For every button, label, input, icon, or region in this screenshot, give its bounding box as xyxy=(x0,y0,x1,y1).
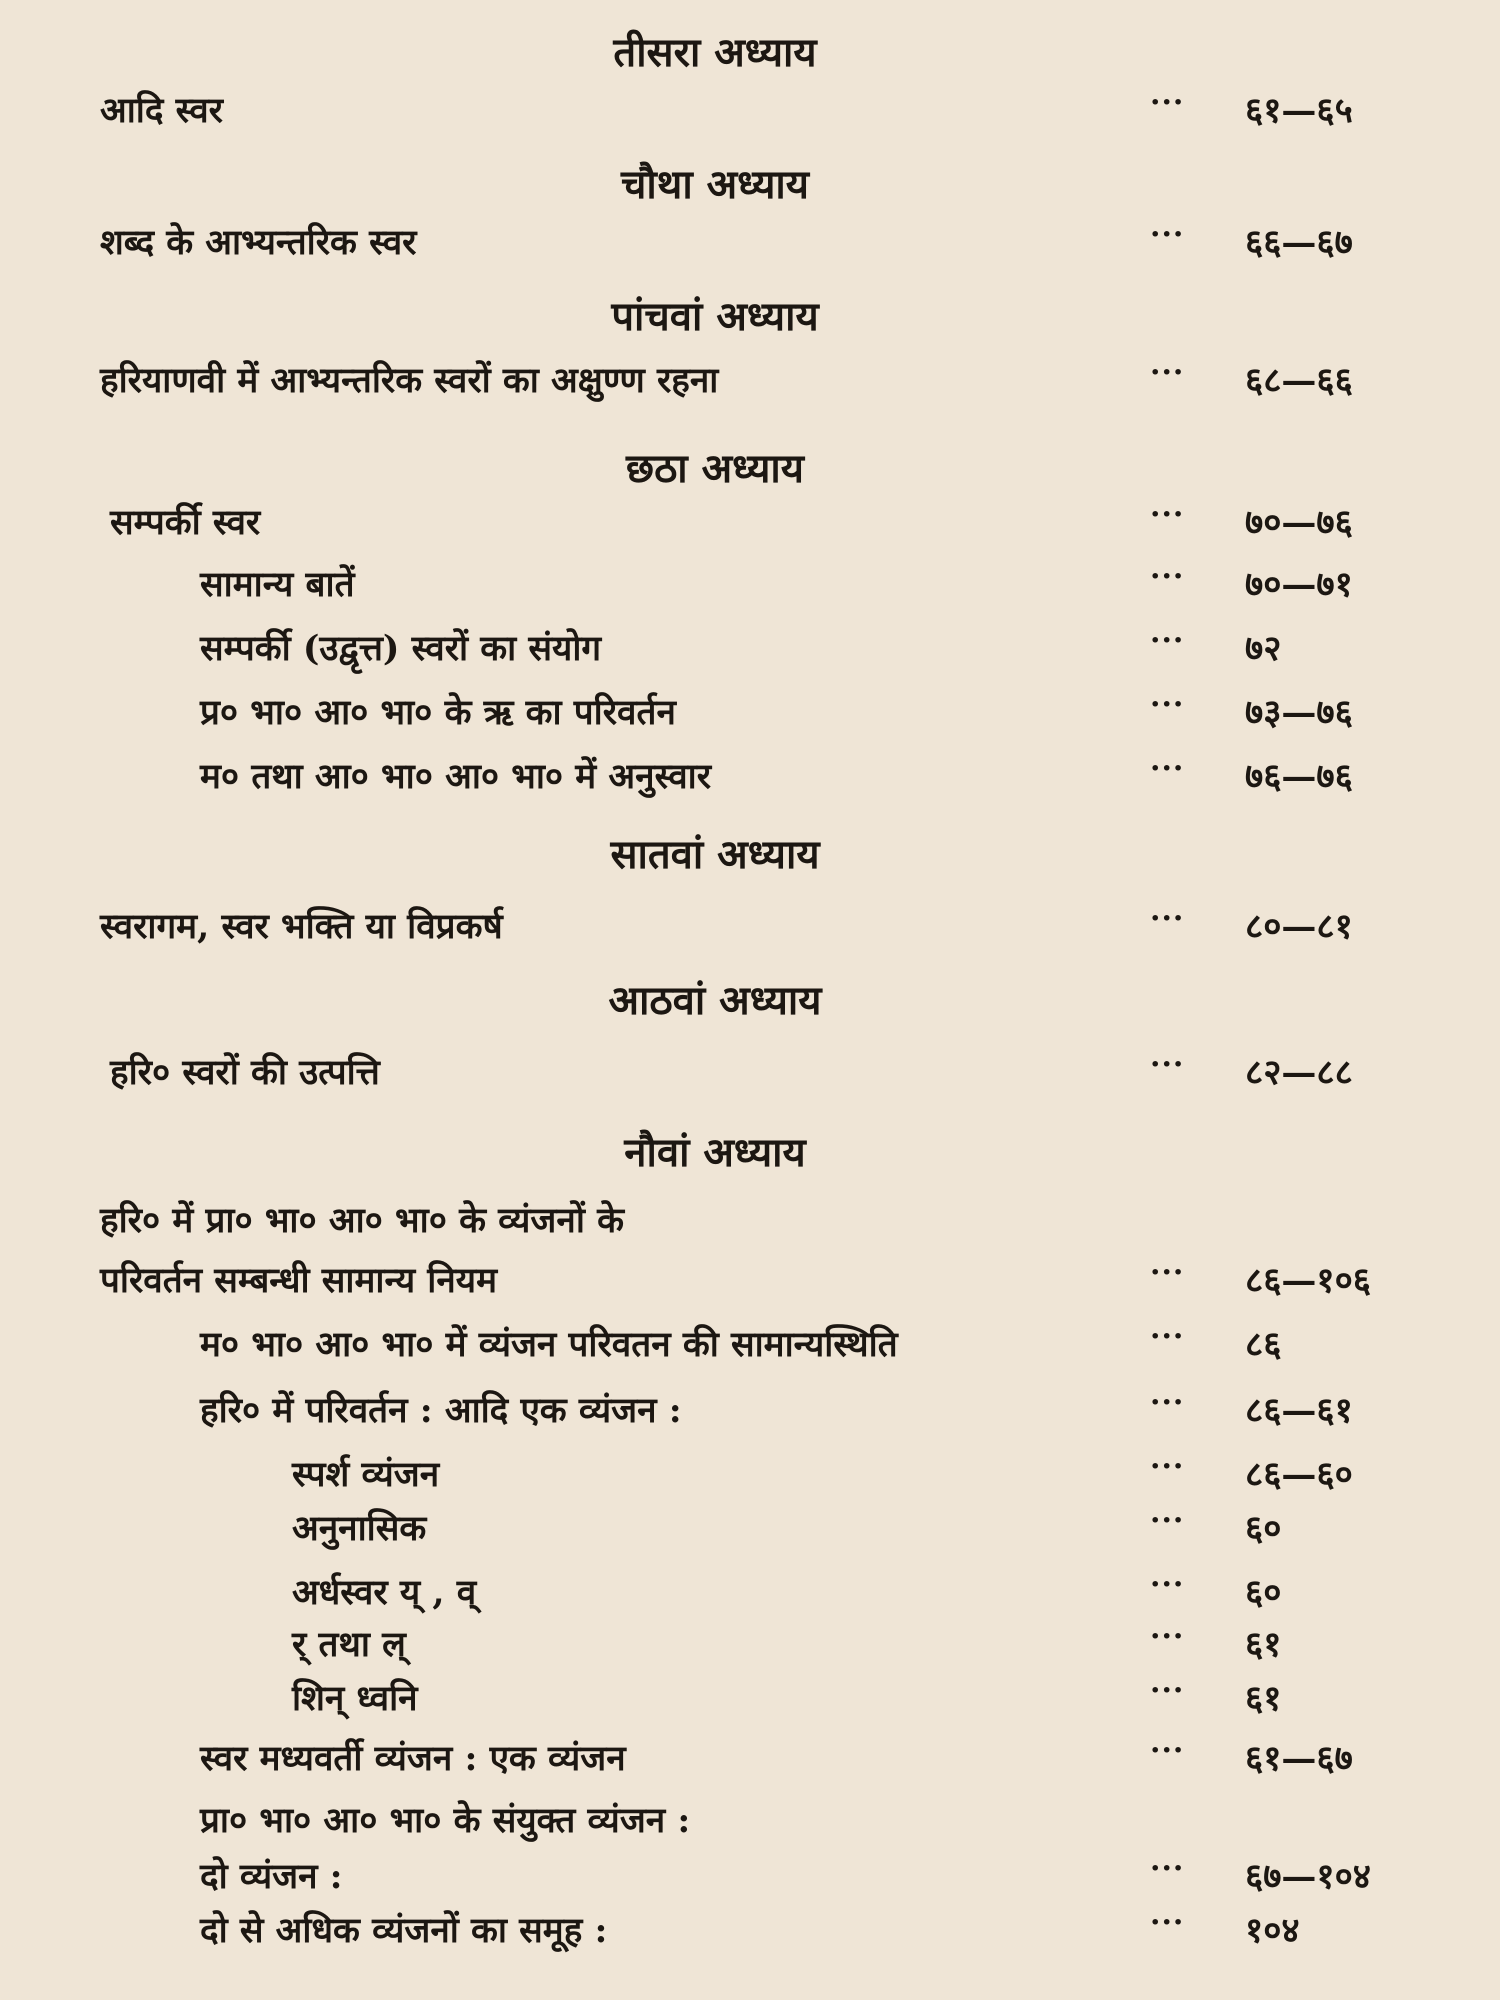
entry-title: परिवर्तन सम्बन्धी सामान्य नियम xyxy=(100,1260,498,1301)
page-range: ७३—७६ xyxy=(1245,692,1353,733)
toc-entry xyxy=(0,1674,1500,1724)
entry-title: प्र० भा० आ० भा० के ऋ का परिवर्तन xyxy=(200,692,676,733)
page-range: ६१—६५ xyxy=(1245,90,1353,131)
leader-dots: ··· xyxy=(1150,1503,1185,1538)
toc-entry xyxy=(0,1320,1500,1370)
toc-entry xyxy=(0,1504,1500,1554)
page-range: ६८—६६ xyxy=(1245,360,1353,401)
entry-title: दो व्यंजन : xyxy=(200,1856,343,1897)
entry-title: म० तथा आ० भा० आ० भा० में अनुस्वार xyxy=(200,756,712,797)
page-range: ६० xyxy=(1245,1572,1282,1613)
toc-entry xyxy=(0,902,1500,952)
page-range: ७०—७६ xyxy=(1245,502,1353,543)
leader-dots: ··· xyxy=(1150,355,1185,390)
page-range: ८६ xyxy=(1245,1324,1282,1365)
leader-dots: ··· xyxy=(1150,687,1185,722)
leader-dots: ··· xyxy=(1150,1673,1185,1708)
page-range: ७६—७६ xyxy=(1245,756,1353,797)
toc-entry xyxy=(0,1450,1500,1500)
toc-entry xyxy=(0,1796,1500,1846)
chapter-heading: सातवां अध्याय xyxy=(610,831,820,878)
entry-title: शब्द के आभ्यन्तरिक स्वर xyxy=(100,222,417,263)
chapter-heading: तीसरा अध्याय xyxy=(613,29,817,76)
toc-entry xyxy=(0,688,1500,738)
chapter-heading: पांचवां अध्याय xyxy=(611,293,819,340)
toc-entry xyxy=(0,1906,1500,1956)
toc-entry xyxy=(0,1852,1500,1902)
leader-dots: ··· xyxy=(1150,1385,1185,1420)
toc-entry xyxy=(0,1196,1500,1246)
entry-title: हरि० में परिवर्तन : आदि एक व्यंजन : xyxy=(200,1390,682,1431)
page-range: ८२—८८ xyxy=(1245,1052,1353,1093)
toc-entry xyxy=(0,498,1500,548)
leader-dots: ··· xyxy=(1150,1449,1185,1484)
page-range: ८६—६० xyxy=(1245,1454,1353,1495)
entry-title: स्पर्श व्यंजन xyxy=(292,1454,440,1495)
leader-dots: ··· xyxy=(1150,497,1185,532)
toc-entry xyxy=(0,1256,1500,1306)
page-range: ८६—१०६ xyxy=(1245,1260,1372,1301)
leader-dots: ··· xyxy=(1150,559,1185,594)
toc-entry xyxy=(0,1386,1500,1436)
page-range: ६० xyxy=(1245,1508,1282,1549)
entry-title: सम्पर्की (उद्वृत्त) स्वरों का संयोग xyxy=(200,628,602,669)
leader-dots: ··· xyxy=(1150,623,1185,658)
page-range: ६६—६७ xyxy=(1245,222,1353,263)
entry-title: आदि स्वर xyxy=(100,90,223,131)
leader-dots: ··· xyxy=(1150,901,1185,936)
entry-title: अनुनासिक xyxy=(292,1508,427,1549)
page-range: ८०—८१ xyxy=(1245,906,1353,947)
leader-dots: ··· xyxy=(1150,1047,1185,1082)
leader-dots: ··· xyxy=(1150,1733,1185,1768)
leader-dots: ··· xyxy=(1150,1905,1185,1940)
entry-title: अर्धस्वर य् , व् xyxy=(292,1572,477,1613)
page-range: ६१ xyxy=(1245,1678,1282,1719)
toc-entry xyxy=(0,624,1500,674)
entry-title: सम्पर्की स्वर xyxy=(110,502,261,543)
entry-title: हरि० में प्रा० भा० आ० भा० के व्यंजनों के xyxy=(100,1200,624,1241)
toc-entry xyxy=(0,1734,1500,1784)
entry-title: र् तथा ल् xyxy=(292,1624,406,1665)
page-range: ६१ xyxy=(1245,1624,1282,1665)
entry-title: प्रा० भा० आ० भा० के संयुक्त व्यंजन : xyxy=(200,1800,691,1841)
leader-dots: ··· xyxy=(1150,1619,1185,1654)
toc-entry xyxy=(0,356,1500,406)
leader-dots: ··· xyxy=(1150,85,1185,120)
toc-entry xyxy=(0,1620,1500,1670)
chapter-heading: आठवां अध्याय xyxy=(608,977,822,1024)
leader-dots: ··· xyxy=(1150,751,1185,786)
page-range: ८६—६१ xyxy=(1245,1390,1353,1431)
leader-dots: ··· xyxy=(1150,1255,1185,1290)
toc-entry xyxy=(0,560,1500,610)
leader-dots: ··· xyxy=(1150,1567,1185,1602)
leader-dots: ··· xyxy=(1150,1319,1185,1354)
entry-title: हरियाणवी में आभ्यन्तरिक स्वरों का अक्षुण्ण रहना xyxy=(100,360,719,401)
toc-entry xyxy=(0,218,1500,268)
leader-dots: ··· xyxy=(1150,1851,1185,1886)
chapter-heading: नौवां अध्याय xyxy=(624,1129,806,1176)
page-range: ७०—७१ xyxy=(1245,564,1353,605)
page-range: ६१—६७ xyxy=(1245,1738,1353,1779)
entry-title: स्वरागम, स्वर भक्ति या विप्रकर्ष xyxy=(100,906,503,947)
entry-title: सामान्य बातें xyxy=(200,564,355,605)
chapter-heading: छठा अध्याय xyxy=(626,445,804,492)
chapter-heading: चौथा अध्याय xyxy=(621,161,809,208)
entry-title: स्वर मध्यवर्ती व्यंजन : एक व्यंजन xyxy=(200,1738,626,1779)
entry-title: शिन् ध्वनि xyxy=(292,1678,418,1719)
entry-title: म० भा० आ० भा० में व्यंजन परिवतन की सामान्यस्थिति xyxy=(200,1324,898,1365)
leader-dots: ··· xyxy=(1150,217,1185,252)
entry-title: हरि० स्वरों की उत्पत्ति xyxy=(110,1052,380,1093)
toc-entry xyxy=(0,1568,1500,1618)
toc-entry xyxy=(0,752,1500,802)
page-range: १०४ xyxy=(1245,1910,1300,1951)
page-range: ६७—१०४ xyxy=(1245,1856,1372,1897)
entry-title: दो से अधिक व्यंजनों का समूह : xyxy=(200,1910,608,1951)
toc-entry xyxy=(0,86,1500,136)
page-range: ७२ xyxy=(1245,628,1282,669)
toc-entry xyxy=(0,1048,1500,1098)
